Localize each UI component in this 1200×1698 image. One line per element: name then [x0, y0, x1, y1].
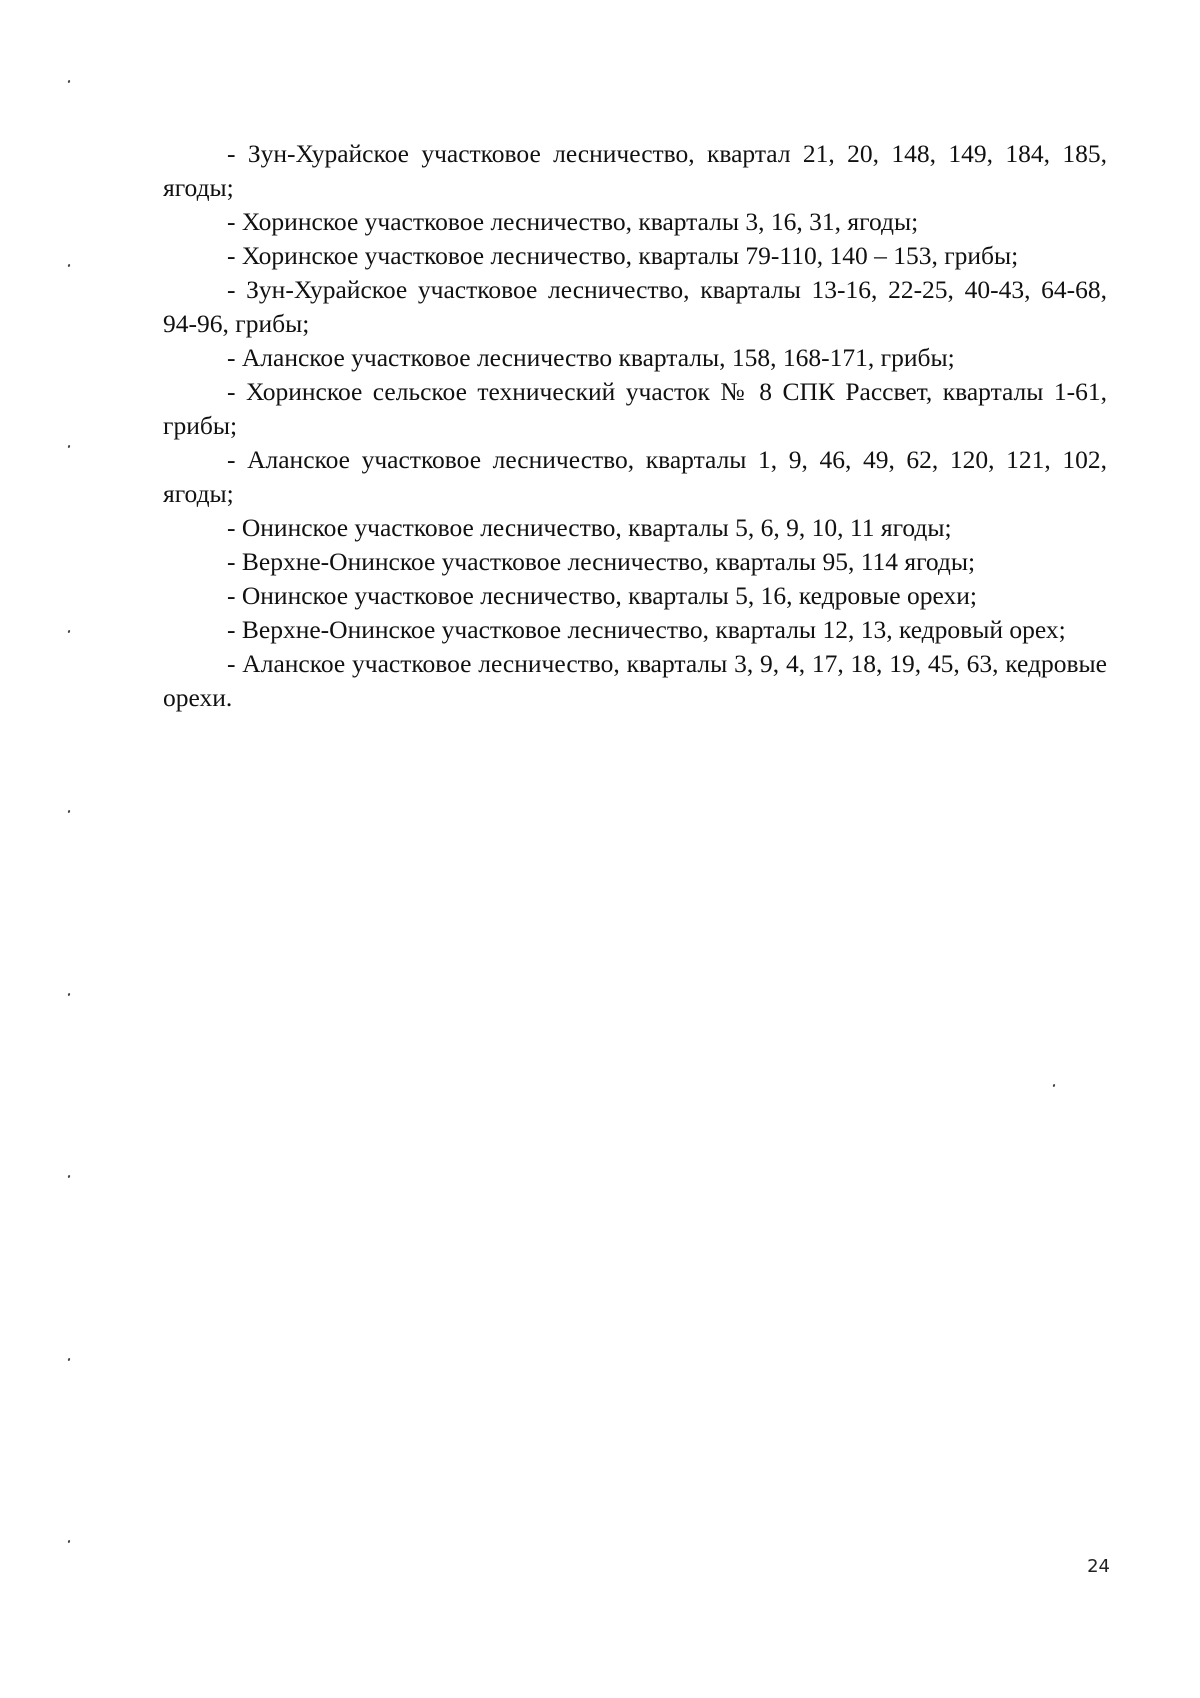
list-item: - Зун-Хурайское участковое лесничество, квартал 21, 20, 148, 149, 184, 185, ягоды;: [163, 139, 1107, 202]
scan-mark: [68, 810, 71, 814]
scan-mark: [68, 1358, 71, 1362]
scan-mark: [1053, 1084, 1056, 1088]
list-item: - Верхне-Онинское участковое лесничество, кварталы 95, 114 ягоды;: [227, 547, 976, 576]
list-item: - Хоринское сельское технический участок № 8 СПК Рассвет, кварталы 1-61, грибы;: [163, 377, 1107, 440]
scan-mark: [68, 993, 71, 997]
scan-mark: [68, 264, 71, 268]
list-item: - Зун-Хурайское участковое лесничество, кварталы 13-16, 22-25, 40-43, 64-68, 94-96, грибы;: [163, 275, 1107, 338]
body-text: [163, 137, 1107, 715]
list-item: - Онинское участковое лесничество, кварталы 5, 6, 9, 10, 11 ягоды;: [227, 513, 952, 542]
list-item: - Аланское участковое лесничество, кварталы 1, 9, 46, 49, 62, 120, 121, 102, ягоды;: [163, 445, 1107, 508]
list-item: - Хоринское участковое лесничество, кварталы 79-110, 140 – 153, грибы;: [227, 241, 1019, 270]
list-item: - Онинское участковое лесничество, кварталы 5, 16, кедровые орехи;: [227, 581, 977, 610]
scan-mark: [68, 1175, 71, 1179]
list-item: - Аланское участковое лесничество, кварталы 3, 9, 4, 17, 18, 19, 45, 63, кедровые орехи.: [163, 649, 1107, 712]
scan-mark: [68, 445, 71, 449]
page-number: 24: [1087, 1556, 1110, 1577]
list-item: - Аланское участковое лесничество кварталы, 158, 168-171, грибы;: [227, 343, 955, 372]
list-item: - Верхне-Онинское участковое лесничество, кварталы 12, 13, кедровый орех;: [227, 615, 1066, 644]
scan-mark: [68, 80, 71, 84]
scan-mark: [68, 1540, 71, 1544]
list-item: - Хоринское участковое лесничество, кварталы 3, 16, 31, ягоды;: [227, 207, 919, 236]
scan-mark: [68, 630, 71, 634]
